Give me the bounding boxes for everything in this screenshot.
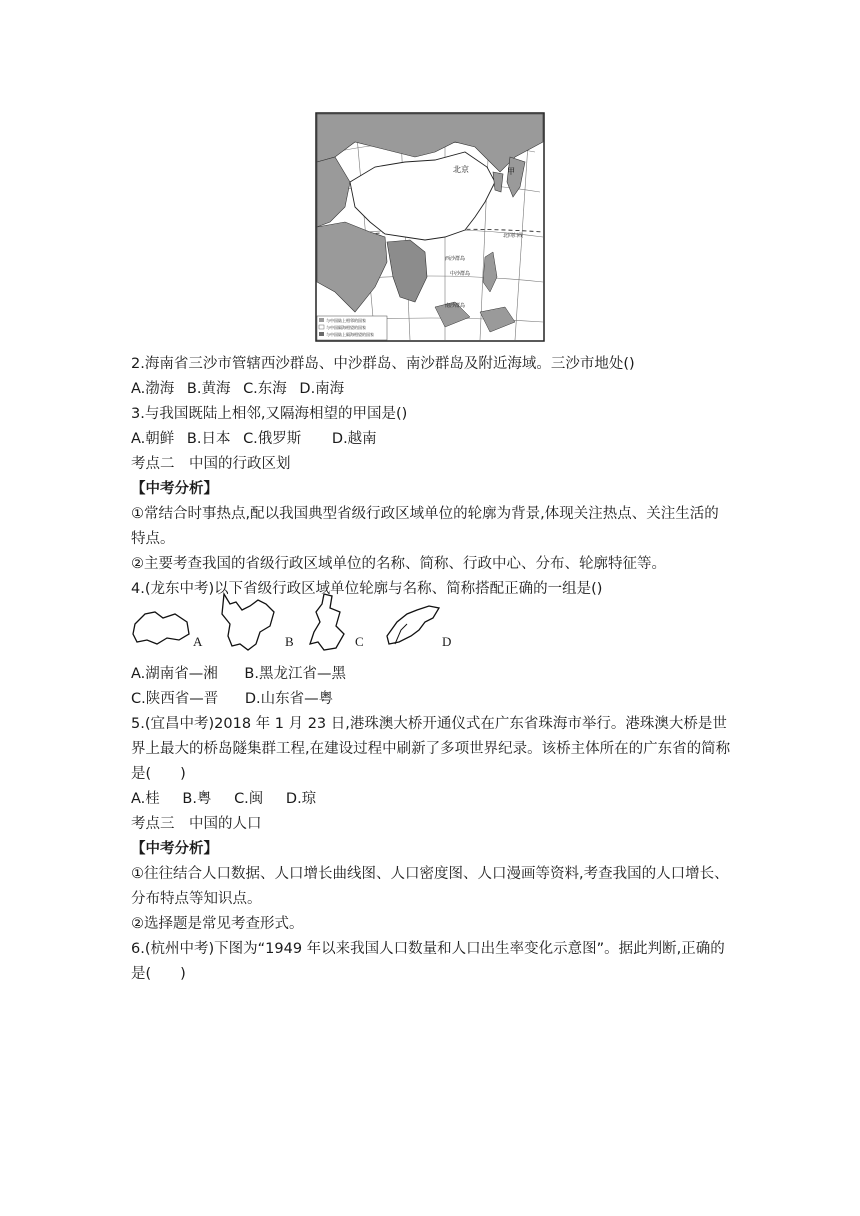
option-a[interactable]: A.朝鲜 [131, 431, 175, 447]
option-b[interactable]: B.日本 [186, 431, 231, 447]
map-label-xisha: 西沙群岛 [445, 256, 466, 262]
option-b[interactable]: B.黄海 [186, 381, 231, 397]
question-5-text: 5.(宜昌中考)2018 年 1 月 23 日,港珠澳大桥开通仪式在广东省珠海市举行。港珠澳大桥是世界上最大的桥岛隧集群工程,在建设过程中刷新了多项世界纪录。该桥主体所在的广东省的简称是( ) [131, 716, 731, 782]
shape-label-c: C [355, 634, 364, 649]
question-5-options [131, 787, 731, 812]
section-2-paragraph-2: ②主要考查我国的省级行政区域单位的名称、简称、行政中心、分布、轮廓特征等。 [131, 556, 666, 572]
section-3-paragraph-1: ①往往结合人口数据、人口增长曲线图、人口密度图、人口漫画等资料,考查我国的人口增长、分布特点等知识点。 [131, 866, 729, 907]
shape-label-a: A [193, 634, 203, 649]
option-a[interactable]: A.渤海 [131, 381, 175, 397]
section-3-title: 考点三 中国的人口 [131, 816, 262, 832]
province-outline-row [131, 604, 731, 662]
option-c[interactable]: C.东海 [243, 381, 287, 397]
province-outline-d [381, 600, 445, 650]
option-d[interactable]: D.越南 [331, 431, 377, 447]
question-2-options [131, 377, 731, 402]
option-c[interactable]: C.陕西省—晋 [131, 691, 219, 707]
option-b[interactable]: B.粤 [182, 791, 212, 807]
question-3-text: 3.与我国既陆上相邻,又隔海相望的甲国是() [131, 406, 408, 422]
option-a[interactable]: A.湖南省—湘 [131, 666, 218, 682]
question-4-text: 4.(龙东中考)以下省级行政区域单位轮廓与名称、简称搭配正确的一组是() [131, 581, 603, 597]
question-3-options [131, 427, 731, 452]
map-label-beijing: 北京 [453, 165, 469, 174]
option-c[interactable]: C.闽 [234, 791, 264, 807]
question-2-text: 2.海南省三沙市管辖西沙群岛、中沙群岛、南沙群岛及附近海域。三沙市地处() [131, 356, 635, 372]
map-label-nansha: 南沙群岛 [445, 303, 466, 309]
section-2-analysis-title: 【中考分析】 [131, 481, 218, 497]
map-label-tropic: 北回归线 [503, 233, 524, 239]
map-legend-item: 与中国陆上相邻的国家 [326, 318, 366, 323]
shape-label-b: B [285, 634, 294, 649]
question-4-options-row-2 [131, 687, 731, 712]
option-d[interactable]: D.山东省—粤 [244, 691, 334, 707]
option-c[interactable]: C.俄罗斯 [243, 431, 302, 447]
question-4-options-row-1 [131, 662, 731, 687]
map-label-zhongsha: 中沙群岛 [450, 271, 471, 277]
option-d[interactable]: D.南海 [299, 381, 345, 397]
section-2-paragraph-1: ①常结合时事热点,配以我国典型省级行政区域单位的轮廓为背景,体现关注热点、关注生活的特点。 [131, 506, 719, 547]
province-outline-c [306, 592, 354, 654]
province-outline-b [216, 592, 282, 654]
shape-label-d: D [442, 634, 452, 649]
section-2-title: 考点二 中国的行政区划 [131, 456, 291, 472]
province-outline-a [131, 604, 193, 650]
section-3-paragraph-2: ②选择题是常见考查形式。 [131, 916, 304, 932]
china-neighbors-map [315, 112, 545, 342]
question-6-text: 6.(杭州中考)下图为“1949 年以来我国人口数量和人口出生率变化示意图”。据此判断,正确的是( ) [131, 941, 725, 982]
map-svg [315, 112, 545, 342]
question-content [131, 352, 731, 987]
section-3-analysis-title: 【中考分析】 [131, 841, 218, 857]
option-d[interactable]: D.琼 [285, 791, 317, 807]
map-label-jia: 甲 [507, 167, 515, 176]
option-a[interactable]: A.桂 [131, 791, 160, 807]
map-legend-item: 与中国隔海相望的国家 [326, 325, 366, 330]
option-b[interactable]: B.黑龙江省—黑 [244, 666, 346, 682]
map-legend-item: 与中国陆上隔海相望的国家 [326, 332, 374, 337]
